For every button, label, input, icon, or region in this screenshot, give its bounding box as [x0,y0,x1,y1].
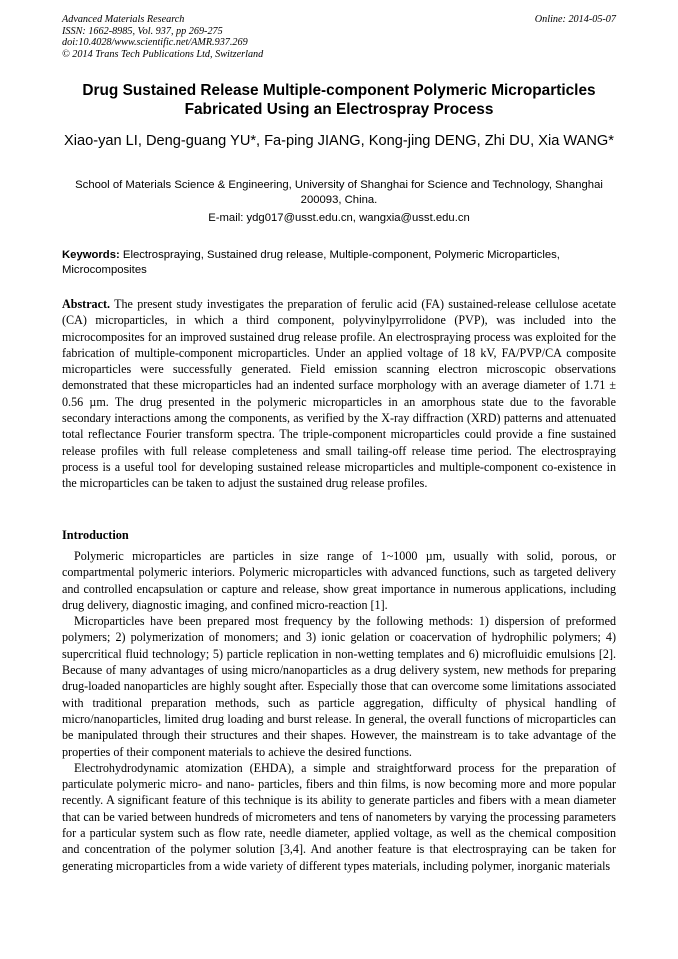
abstract-block [62,296,616,492]
keywords-text: Electrospraying, Sustained drug release, Multiple-component, Polymeric Microparticles, Microcomposites [62,249,560,276]
affiliation: School of Materials Science & Engineering, University of Shanghai for Science and Technology, Shanghai 200093, China. [75,179,603,206]
journal-name: Advanced Materials Research [62,14,185,25]
publication-meta [62,14,263,60]
paragraph: Polymeric microparticles are particles in size range of 1~1000 µm, usually with solid, porous, or compartmental polymeric interiors. Polymeric microparticles with advanced functions, such as targeted delivery and controlled encapsulation or capture and release, show great importance in numerous applications, including drug delivery, diagnostic imaging, and confined micro-reaction [1]. [62,549,616,612]
keywords-block [62,248,616,277]
paragraph: Microparticles have been prepared most frequency by the following methods: 1) dispersion of preformed polymers; 2) polymerization of monomers; and 3) ionic gelation or coacervation of hydrophilic polymers; 4) supercritical fluid technology; 5) particle replication in non-wetting templates and 6) microfluidic emulsions [2]. Because of many advantages of using micro/nanoparticles as a drug delivery system, new methods for preparing drug-loaded nanoparticles are highly sought after. Especially those that can overcome some limitations associated with traditional preparation methods, such as particle aggregation, difficulty of physical handling of micro/nanoparticles, limited drug loading and burst release. In general, the overall functions of microparticles can be manipulated through their structures and their shapes. However, the mainstream is to take advantage of the properties of their component materials to achieve the desired functions. [62,614,616,759]
issn-line: ISSN: 1662-8985, Vol. 937, pp 269-275 [62,25,223,37]
doi-line: doi:10.4028/www.scientific.net/AMR.937.269 [62,37,248,49]
online-date: Online: 2014-05-07 [534,14,616,25]
copyright-line: © 2014 Trans Tech Publications Ltd, Switzerland [62,48,264,60]
contact-email: E-mail: ydg017@usst.edu.cn, wangxia@usst.edu.cn [208,212,470,224]
author-list: Xiao-yan LI, Deng-guang YU*, Fa-ping JIANG, Kong-jing DENG, Zhi DU, Xia WANG* [64,133,614,149]
abstract-label: Abstract. [62,297,111,311]
paragraph: Electrohydrodynamic atomization (EHDA), a simple and straightforward process for the preparation of particulate polymeric micro- and nano- particles, fibers and thin films, is now becoming more and more popular recently. A significant feature of this technique is its ability to generate particles and fibers with a mean diameter that can be varied between hundreds of micrometers and tens of nanometers by varying the processing parameters for a particular system such as flow rate, needle diameter, applied voltage, as well as the chemical composition and concentration of the polymer solution [3,4]. And another feature is that electrospraying can be taken for generating microparticles from a wide variety of different types materials, including polymer, inorganic materials [62,760,616,873]
section-heading-introduction: Introduction [62,528,129,542]
abstract-text: The present study investigates the preparation of ferulic acid (FA) sustained-release cellulose acetate (CA) microparticles, in which a third component, polyvinylpyrrolidone (PVP), was included into the microcomposites for an improved sustained drug release profile. An electrospraying process was exploited for the fabrication of multiple-component microparticles. Under an applied voltage of 18 kV, FA/PVP/CA composite microparticles were successfully generated. Field emission scanning electron microscopic observations demonstrated that these microparticles had an indented surface morphology with an average diameter of 1.71 ± 0.56 µm. The drug presented in the polymeric microparticles in an amorphous state due to the favorable secondary interactions among the components, as verified by the X-ray diffraction (XRD) patterns and attenuated total reflectance Fourier transform spectra. The triple-component microparticles could provide a fine sustained release profiles with full release completeness and small tailing-off release time period. The electrospraying process is a useful tool for developing sustained release microparticles and multiple-component co-existence in the microparticles can be taken to adjust the sustained drug release profiles. [62,297,616,491]
introduction-body [62,548,616,874]
paper-title: Drug Sustained Release Multiple-component Polymeric Microparticles Fabricated Using an Electrospray Process [82,82,596,118]
keywords-label: Keywords: [62,249,120,261]
